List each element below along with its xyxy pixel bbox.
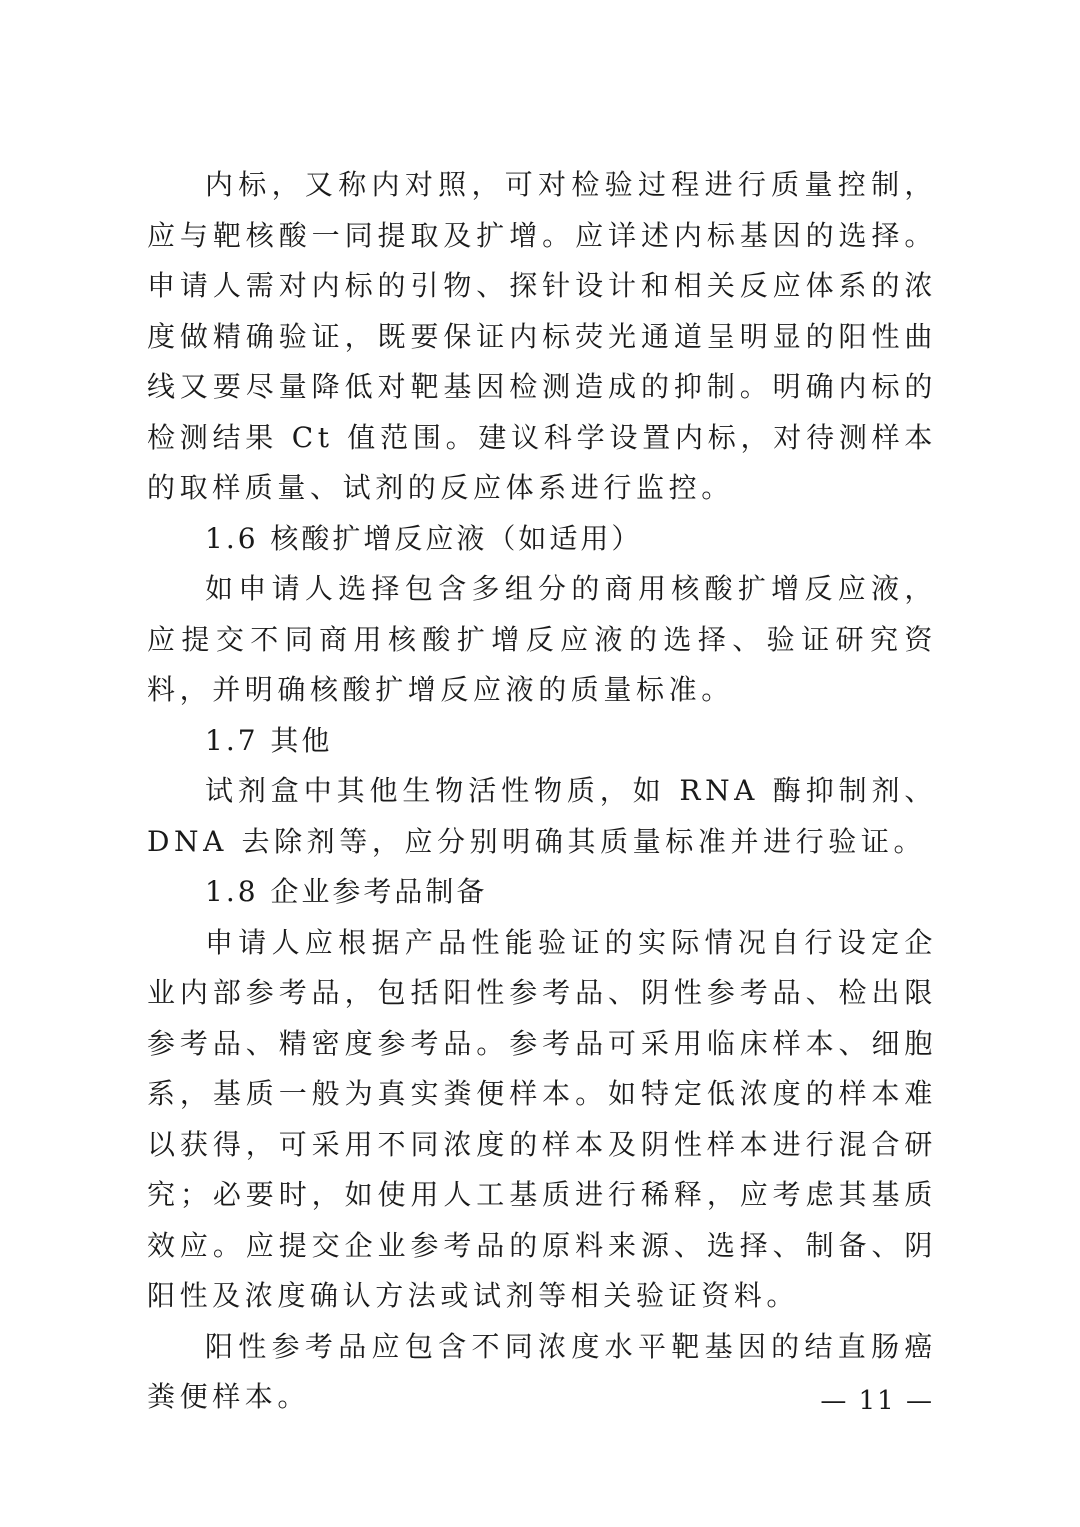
document-body [147,160,937,1423]
paragraph-amplification-reagent: 如申请人选择包含多组分的商用核酸扩增反应液，应提交不同商用核酸扩增反应液的选择、验证研究资料，并明确核酸扩增反应液的质量标准。 [147,572,937,706]
paragraph-positive-reference: 阳性参考品应包含不同浓度水平靶基因的结直肠癌粪便样本。 [147,1329,937,1413]
paragraph-internal-control: 内标，又称内对照，可对检验过程进行质量控制，应与靶核酸一同提取及扩增。应详述内标基因的选择。申请人需对内标的引物、探针设计和相关反应体系的浓度做精确验证，既要保证内标荧光通道呈明显的阳性曲线又要尽量降低对靶基因检测造成的抑制。明确内标的检测结果 Ct 值范围。建议科学设置内标，对待测样本的取样质量、试剂的反应体系进行监控。 [147,168,937,504]
paragraph-reference-materials: 申请人应根据产品性能验证的实际情况自行设定企业内部参考品，包括阳性参考品、阴性参考品、检出限参考品、精密度参考品。参考品可采用临床样本、细胞系，基质一般为真实粪便样本。如特定低浓度的样本难以获得，可采用不同浓度的样本及阴性样本进行混合研究；必要时，如使用人工基质进行稀释，应考虑其基质效应。应提交企业参考品的原料来源、选择、制备、阴阳性及浓度确认方法或试剂等相关验证资料。 [147,925,937,1312]
section-heading-1-7: 1.7 其他 [205,723,333,757]
page-number: — 11 — [820,1386,934,1416]
paragraph-other-substances: 试剂盒中其他生物活性物质，如 RNA 酶抑制剂、DNA 去除剂等，应分别明确其质量标准并进行验证。 [147,774,937,858]
section-heading-1-6: 1.6 核酸扩增反应液（如适用） [205,521,643,555]
section-heading-1-8: 1.8 企业参考品制备 [205,875,488,908]
